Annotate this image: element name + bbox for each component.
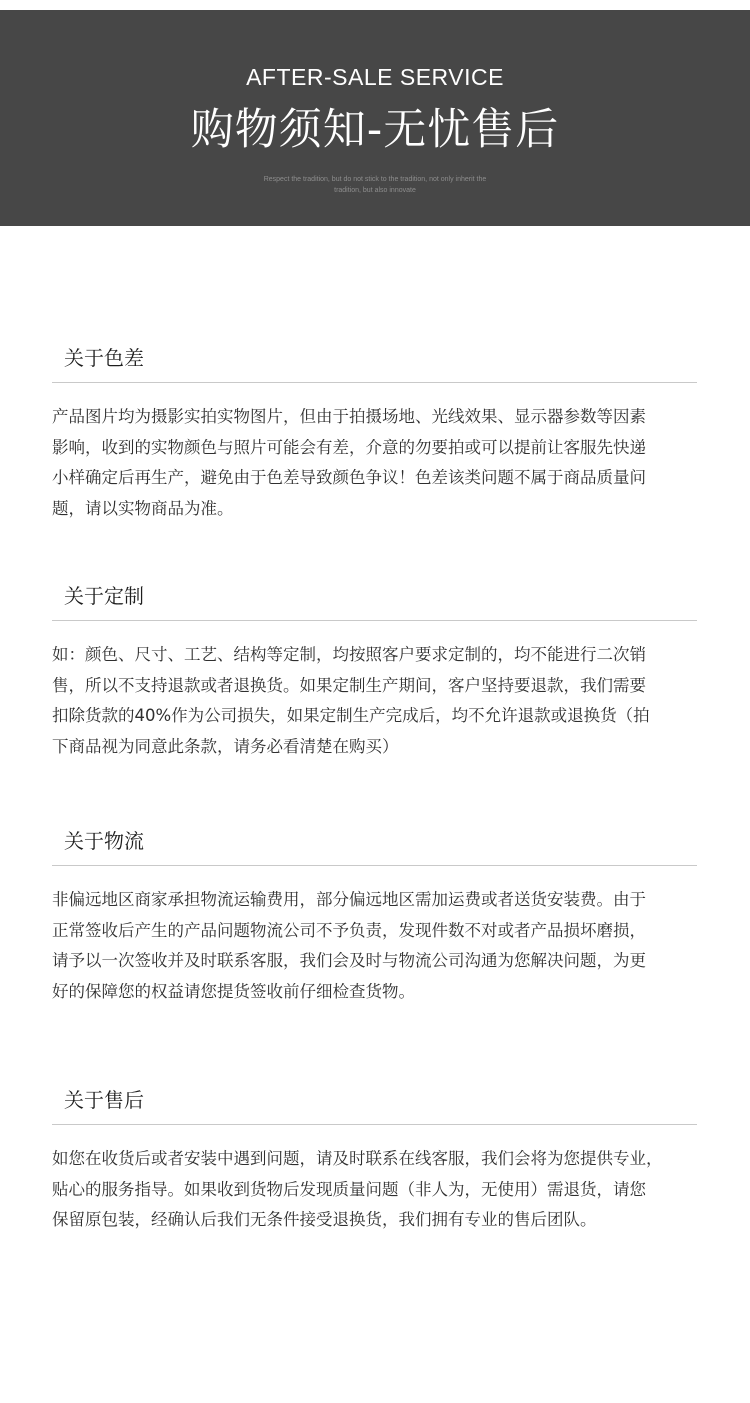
hero-banner	[0, 10, 750, 226]
section-body-line: 影响，收到的实物颜色与照片可能会有差，介意的勿要拍或可以提前让客服先快递	[52, 437, 646, 457]
section-body-line: 贴心的服务指导。如果收到货物后发现质量问题（非人为，无使用）需退货，请您	[52, 1179, 646, 1199]
section-body-line: 产品图片均为摄影实拍实物图片，但由于拍摄场地、光线效果、显示器参数等因素	[52, 407, 646, 426]
section-divider	[52, 620, 697, 621]
section-divider	[52, 1124, 697, 1125]
section-divider	[52, 382, 697, 383]
hero-tagline-line: Respect the tradition, but do not stick to the tradition, not only inherit the	[263, 176, 487, 183]
hero-tagline	[0, 174, 750, 196]
section-body-line: 非偏远地区商家承担物流运输费用，部分偏远地区需加运费或者送货安装费。由于	[52, 890, 646, 909]
section-heading: 关于售后	[64, 1088, 144, 1112]
section-body-line: 如：颜色、尺寸、工艺、结构等定制，均按照客户要求定制的，均不能进行二次销	[52, 645, 646, 664]
hero-eyebrow: AFTER-SALE SERVICE	[246, 64, 504, 90]
section-body	[52, 640, 712, 762]
hero-tagline-line: tradition, but also innovate	[334, 187, 416, 194]
hero-title: 购物须知-无忧售后	[190, 105, 560, 155]
section-body-line: 请予以一次签收并及时联系客服，我们会及时与物流公司沟通为您解决问题，为更	[52, 951, 646, 970]
section-body-line: 如您在收货后或者安装中遇到问题，请及时联系在线客服，我们会将为您提供专业，	[52, 1149, 663, 1168]
section-body	[52, 885, 712, 1007]
section-heading: 关于定制	[64, 584, 144, 608]
section-body-line: 保留原包装，经确认后我们无条件接受退换货，我们拥有专业的售后团队。	[52, 1210, 597, 1229]
section-body-line: 售，所以不支持退款或者退换货。如果定制生产期间，客户坚持要退款，我们需要	[52, 675, 646, 695]
section-body-line: 好的保障您的权益请您提货签收前仔细检查货物。	[52, 981, 415, 1001]
section-body	[52, 1144, 712, 1236]
section-heading: 关于色差	[64, 346, 144, 370]
section-body-line: 扣除货款的40%作为公司损失，如果定制生产完成后，均不允许退款或退换货（拍	[52, 706, 650, 725]
section-body-line: 小样确定后再生产，避免由于色差导致颜色争议！色差该类问题不属于商品质量问	[52, 468, 646, 487]
section-heading: 关于物流	[64, 829, 144, 853]
section-divider	[52, 865, 697, 866]
section-body-line: 正常签收后产生的产品问题物流公司不予负责，发现件数不对或者产品损坏磨损，	[52, 920, 646, 940]
section-body	[52, 402, 712, 524]
section-body-line: 题，请以实物商品为准。	[52, 498, 234, 518]
section-body-line: 下商品视为同意此条款，请务必看清楚在购买）	[52, 736, 399, 756]
